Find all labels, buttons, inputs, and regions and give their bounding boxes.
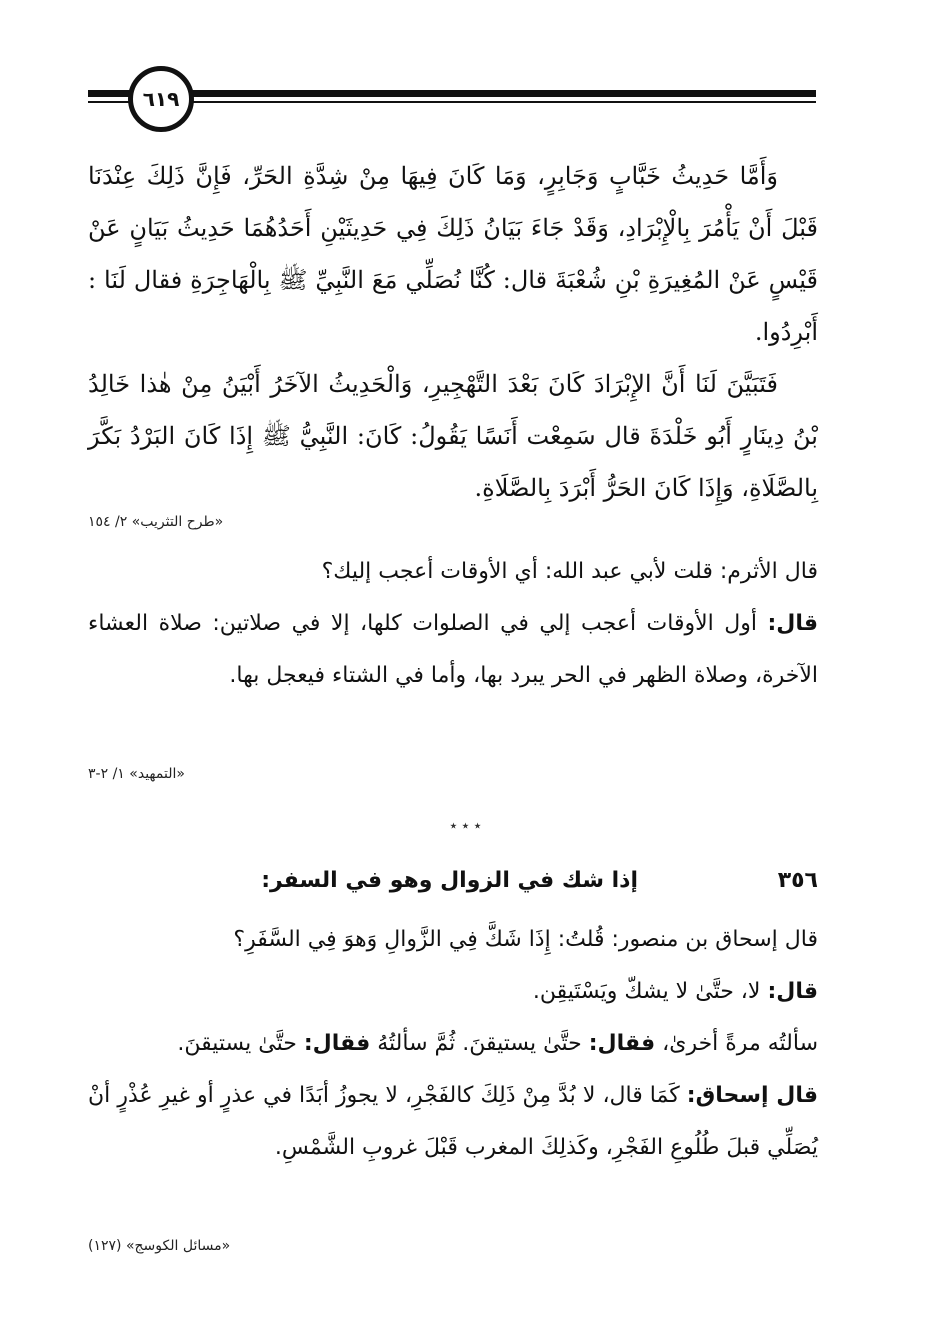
entry-heading [88,858,818,910]
paragraph-text: حتَّىٰ يستيقنَ. [177,1031,304,1056]
paragraph [88,966,818,1018]
speaker-label: فقال: [588,1031,656,1056]
source-citation: «طرح التثريب» ٢/ ١٥٤ [88,514,224,530]
paragraph-text: أول الأوقات أعجب إلي في الصلوات كلها، إلا في صلاتين: صلاة العشاء الآخرة، وصلاة الظهر في الحر يبرد بها، وأما في الشتاء فيعجل بها. [88,611,818,688]
section-divider: ٭ ٭ ٭ [449,818,482,834]
paragraph: قال إسحاق بن منصور: قُلتُ: إِذَا شَكَّ فِي الزَّوالِ وَهوَ فِي السَّفَرِ؟ [233,927,818,952]
paragraph [88,1070,818,1174]
paragraph: قال الأثرم: قلت لأبي عبد الله: أي الأوقات أعجب إليك؟ [321,559,818,584]
source-citation: «التمهيد» ١/ ٢-٣ [88,766,185,782]
header-rule [88,90,816,97]
paragraph-text: سألتُه مرةً أخرىٰ، [655,1031,818,1056]
paragraph [88,1018,818,1070]
page-header [88,66,816,134]
paragraph-text: كَمَا قال، لا بُدَّ مِنْ ذَلِكَ كالفَجْرِ، لا يجوزُ أبَدًا في عذرٍ أو غيرِ عُذْرٍ أنْ يُصَلِّي قبلَ طُلُوعِ الفَجْرِ، وكَذلِكَ المغرب قَبْلَ غروبِ الشَّمْسِ. [88,1083,818,1160]
paragraph-text: حتَّىٰ يستيقنَ. ثُمَّ سألتُهُ [370,1031,589,1056]
speaker-label: فقال: [303,1031,371,1056]
entry-number: ٣٥٦ [777,868,818,893]
paragraph: وَأَمَّا حَدِيثُ خَبَّابٍ وَجَابِرٍ، وَمَا كَانَ فِيهَا مِنْ شِدَّةِ الحَرِّ، فَإِنَّ ذَلِكَ عِنْدَنَا قَبْلَ أَنْ يَأْمُرَ بِالْإِبْرَادِ، وَقَدْ جَاءَ بَيَانُ ذَلِكَ فِي حَدِيثَيْنِ أَحَدُهُمَا حَدِيثُ بَيَانٍ عَنْ قَيْسٍ عَنْ المُغِيرَةِ بْنِ شُعْبَةَ قال: كُنَّا نُصَلِّي مَعَ النَّبِيِّ ﷺ بِالْهَاجِرَةِ فقال لَنَا : أَبْرِدُوا. [88,162,819,346]
paragraph: فَتَبَيَّنَ لَنَا أَنَّ الإِبْرَادَ كَانَ بَعْدَ التَّهْجِيرِ، وَالْحَدِيثُ الآخَرُ أَبْيَنُ مِنْ هٰذا خَالِدُ بْنُ دِينَارٍ أَبُو خَلْدَةَ قال سَمِعْت أَنَسًا يَقُولُ: كَانَ: النَّبِيُّ ﷺ إِذَا كَانَ البَرْدُ بَكَّرَ بِالصَّلَاةِ، وَإِذَا كَانَ الحَرُّ أَبْرَدَ بِالصَّلَاةِ. [88,370,818,502]
entry-title: إذا شك في الزوال وهو في السفر: [261,868,638,893]
section-2 [88,546,818,702]
speaker-label: قال: [767,979,818,1004]
page-number: ٦١٩ [128,66,194,132]
header-rule-thin [88,101,816,103]
section-1 [88,150,818,514]
section-3 [88,914,818,1174]
paragraph [88,598,818,702]
speaker-label: قال: [767,611,818,636]
source-citation: «مسائل الكوسج» (١٢٧) [88,1238,231,1254]
paragraph-text: لا، حتَّىٰ لا يشكّ ويَسْتَيقِن. [532,979,768,1004]
speaker-label: قال إسحاق: [686,1083,818,1108]
